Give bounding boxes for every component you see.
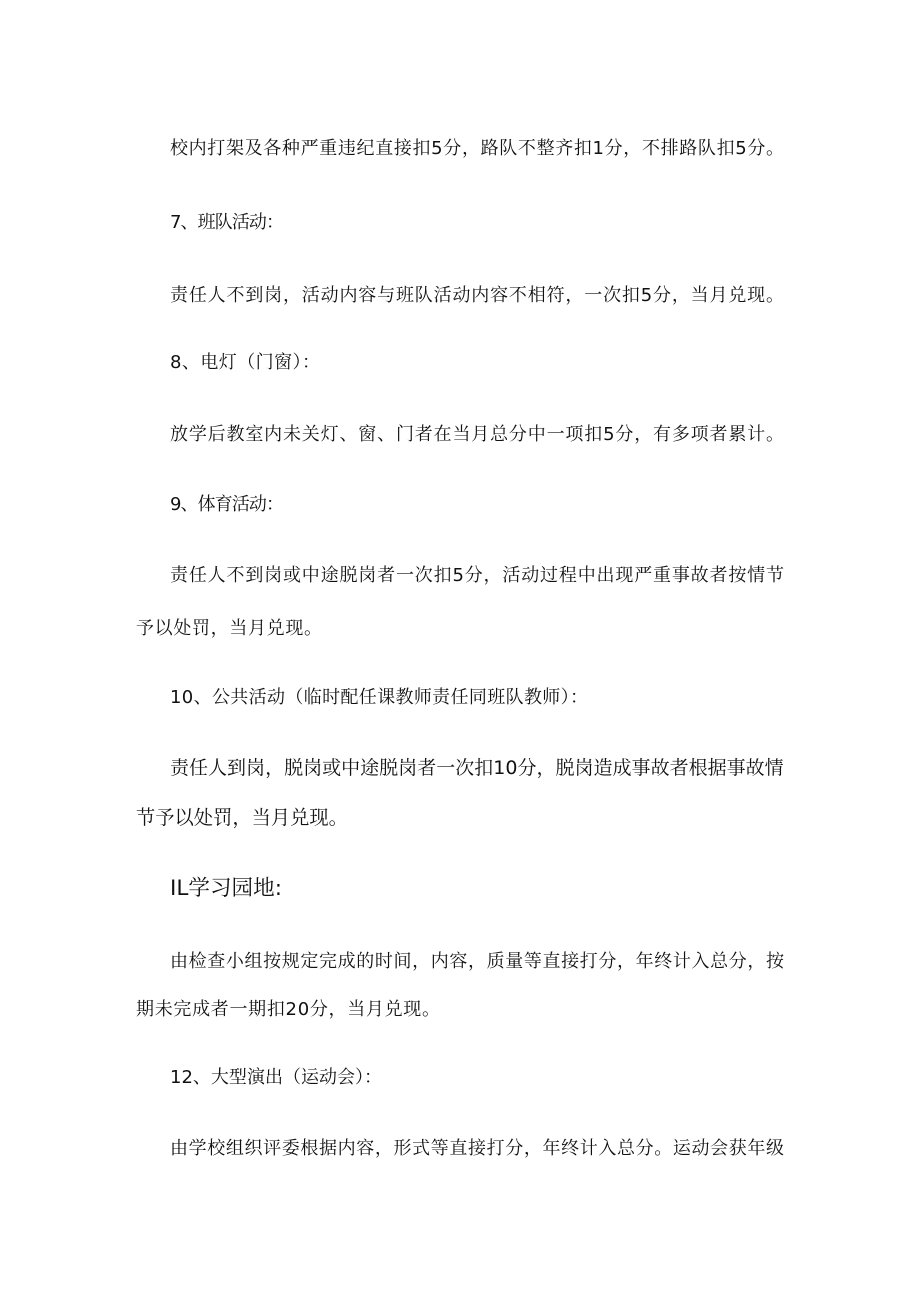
- rule-text-sports-line1: 责任人不到岗或中途脱岗者一次扣5分，活动过程中出现严重事故者按情节: [170, 565, 785, 586]
- heading-class-activity: 7、班队活动：: [170, 212, 284, 233]
- rule-text-study-line1: 由检查小组按规定完成的时间，内容，质量等直接打分，年终计入总分，按: [170, 951, 785, 972]
- heading-performance: 12、大型演出（运动会）：: [170, 1067, 383, 1088]
- rule-text-discipline: 校内打架及各种严重违纪直接扣5分，路队不整齐扣1分，不排路队扣5分。: [170, 138, 785, 159]
- rule-text-public-line1: 责任人到岗，脱岗或中途脱岗者一次扣10分，脱岗造成事故者根据事故情: [170, 757, 784, 779]
- rule-text-performance: 由学校组织评委根据内容，形式等直接打分，年终计入总分。运动会获年级: [170, 1138, 785, 1159]
- heading-sports: 9、体育活动：: [170, 494, 284, 515]
- rule-text-lights-doors: 放学后教室内未关灯、窗、门者在当月总分中一项扣5分，有多项者累计。: [170, 424, 785, 445]
- heading-public-activity: 10、公共活动（临时配任课教师责任同班队教师）：: [170, 687, 589, 708]
- heading-study-garden: IL学习园地:: [170, 876, 282, 901]
- rule-text-class-activity: 责任人不到岗，活动内容与班队活动内容不相符，一次扣5分，当月兑现。: [170, 285, 785, 306]
- heading-lights-doors: 8、电灯（门窗）：: [170, 352, 321, 373]
- rule-text-public-line2: 节予以处罚，当月兑现。: [136, 806, 348, 829]
- rule-text-study-line2: 期未完成者一期扣20分，当月兑现。: [136, 999, 441, 1020]
- rule-text-sports-line2: 予以处罚，当月兑现。: [136, 618, 323, 639]
